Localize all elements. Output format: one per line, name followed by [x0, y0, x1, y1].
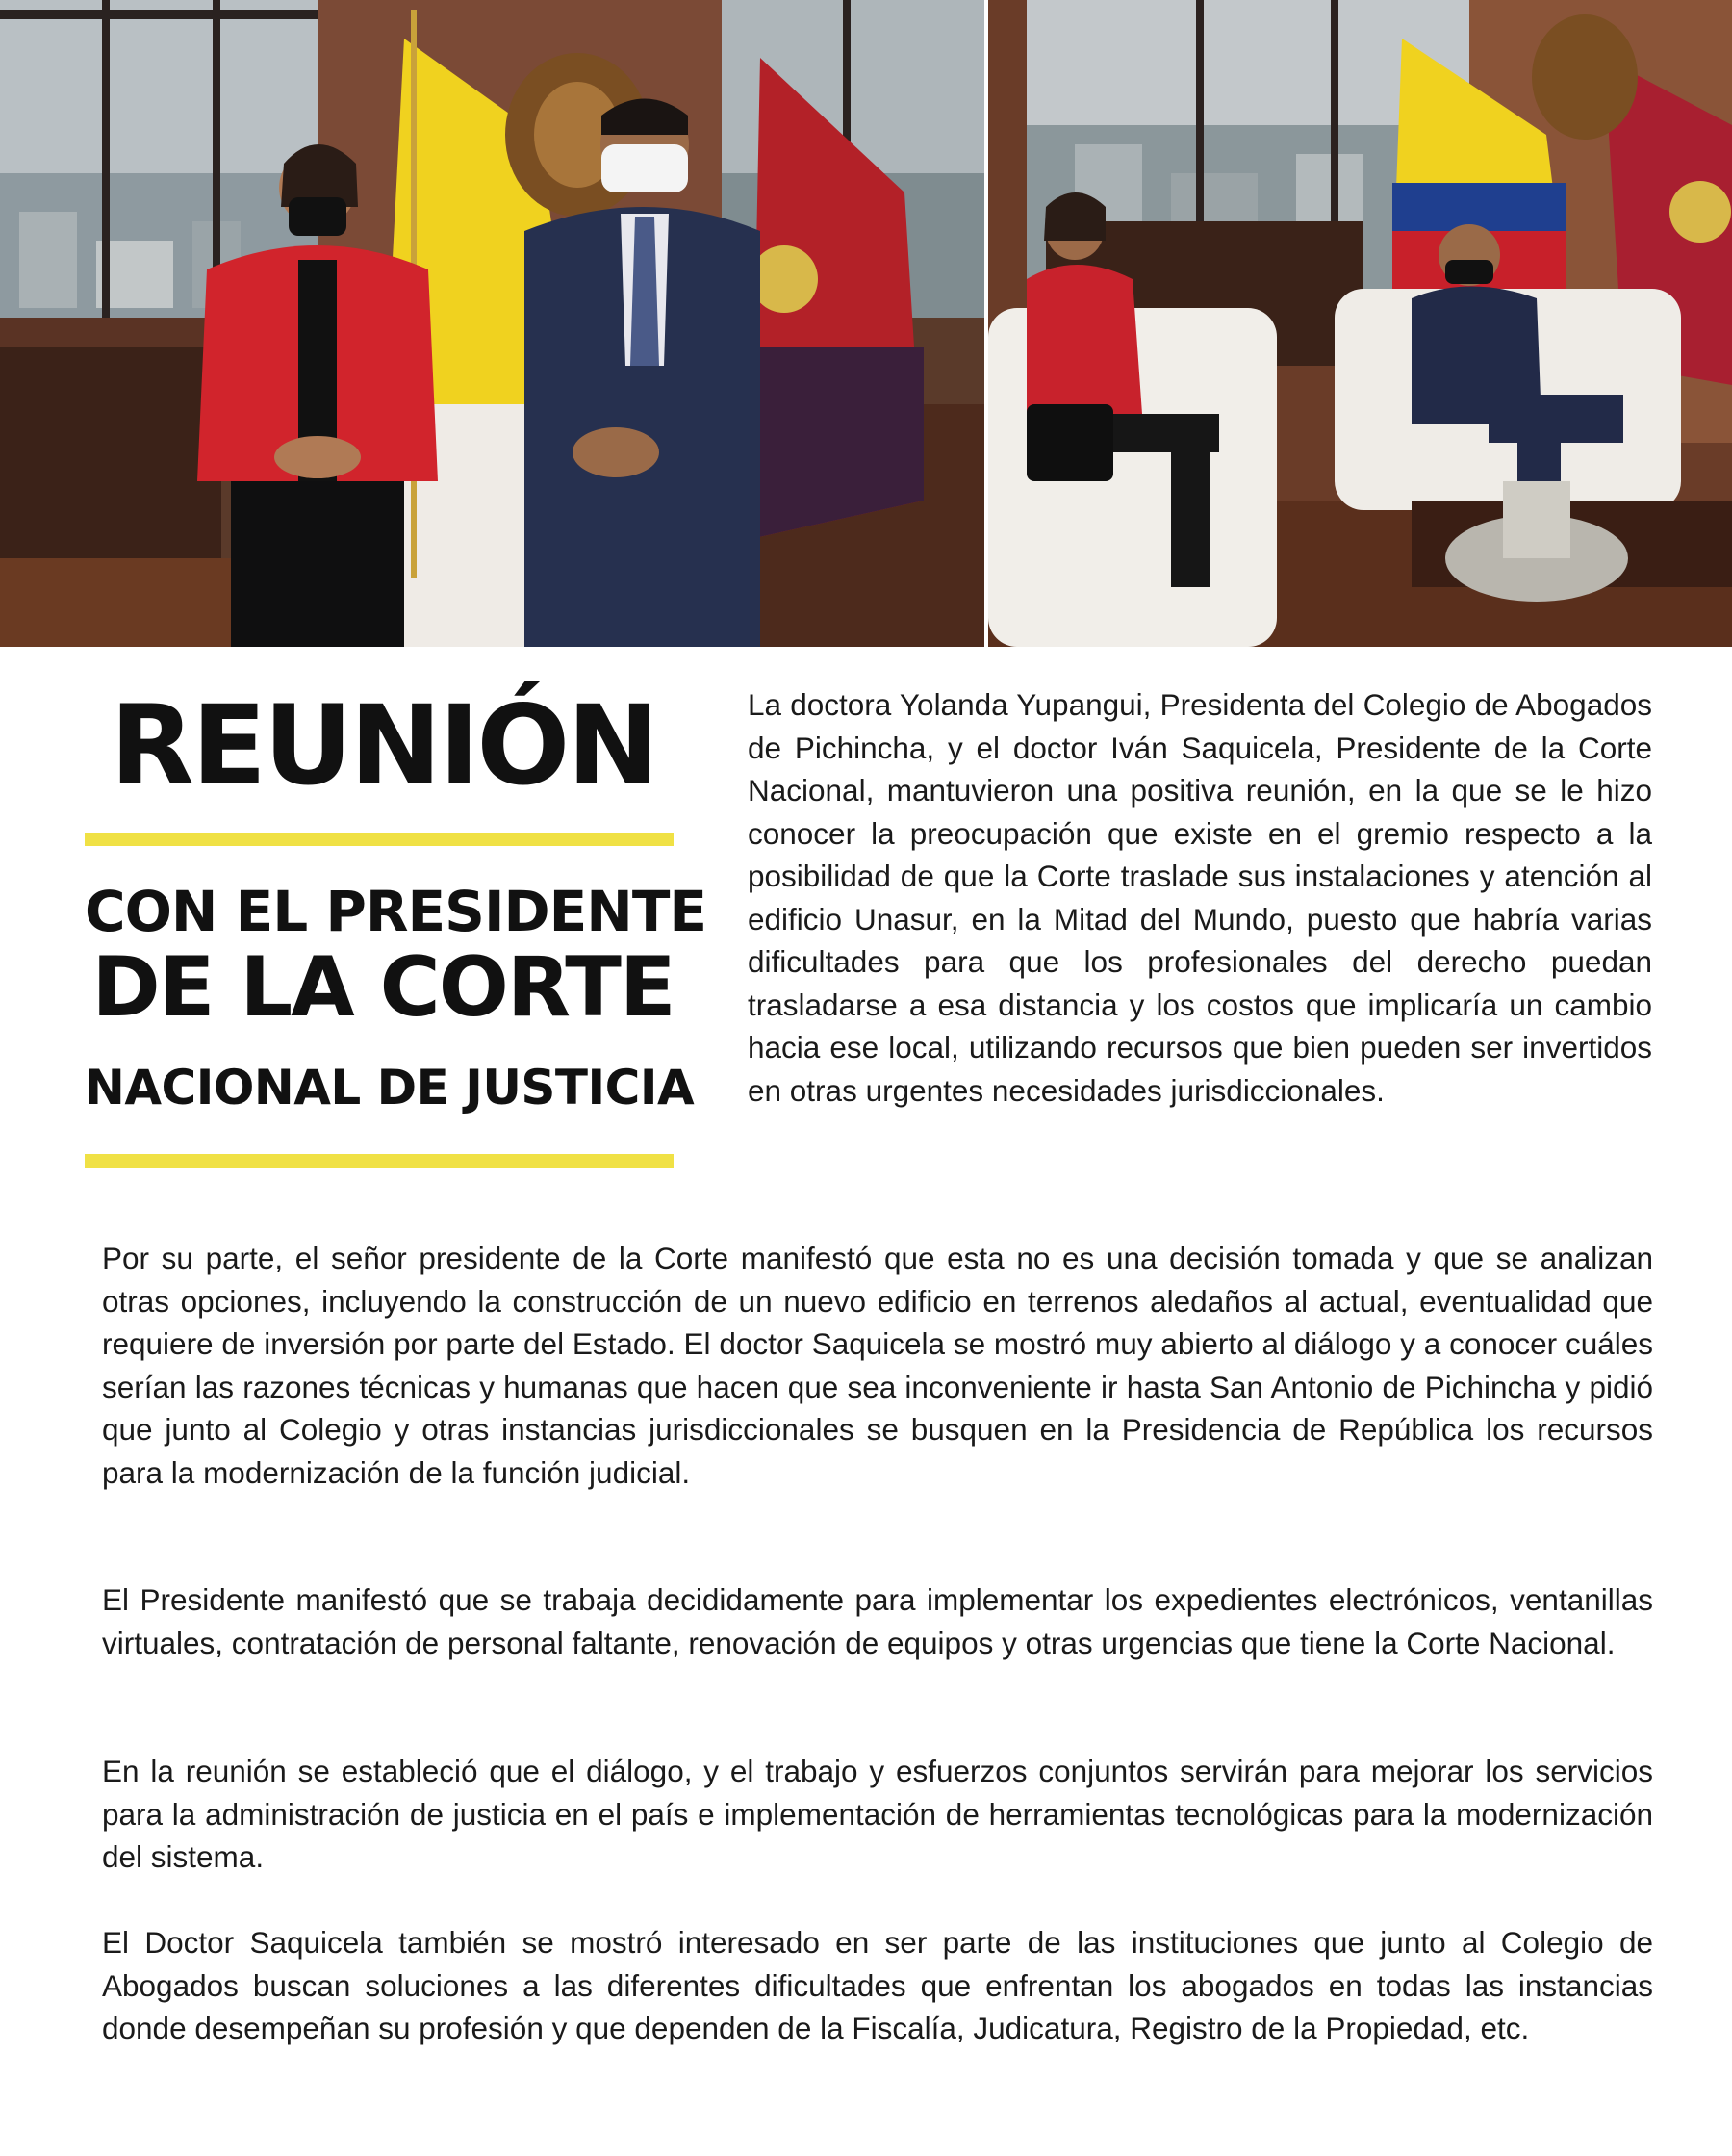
article-paragraph-1: Por su parte, el señor presidente de la Corte manifestó que esta no es una decisión tomada y que se analizan otras opciones, incluyendo la construcción de un nuevo edificio en terrenos aledaños al actual, eventualidad que requiere de inversión por parte del Estado. El doctor Saquicela se mostró muy abierto al diálogo y a conocer cuáles serían las razones técnicas y humanas que hacen que sea inconveniente ir hasta San Antonio de Pichincha y pidió que junto al Colegio y otras instancias jurisdiccionales se busquen en la Presidencia de República los recursos para la modernización de la función judicial. [102, 1241, 1653, 1490]
photo-seated-illustration [988, 0, 1732, 647]
headline-con-el-presidente: CON EL PRESIDENTE [85, 879, 707, 944]
article-paragraph-3: En la reunión se estableció que el diálogo, y el trabajo y esfuerzos conjuntos servirán para mejorar los servicios para la administración de justicia en el país e implementación de herramientas tecnológicas para la modernización del sistema. [102, 1754, 1653, 1874]
headline-de-la-corte: DE LA CORTE [91, 939, 675, 1036]
photo-meeting-standing [0, 0, 984, 647]
article-paragraph-4: El Doctor Saquicela también se mostró interesado en ser parte de las instituciones que junto al Colegio de Abogados buscan soluciones a las diferentes dificultades que enfrentan los abogados en todas las instancias donde desempeñan su profesión y que dependen de la Fiscalía, Judicatura, Registro de la Propiedad, etc. [102, 1925, 1653, 2045]
article-paragraph-2: El Presidente manifestó que se trabaja decididamente para implementar los expedientes electrónicos, ventanillas virtuales, contratación de personal faltante, renovación de equipos y otras urgencias que tiene la Corte Nacional. [102, 1582, 1653, 1660]
headline-rule-top [85, 833, 674, 846]
headline-rule-bottom [85, 1154, 674, 1168]
headline-reunion: REUNIÓN [110, 681, 656, 809]
photo-standing-illustration [0, 0, 984, 647]
article-intro-paragraph: La doctora Yolanda Yupangui, Presidenta del Colegio de Abogados de Pichincha, y el doctor Iván Saquicela, Presidente de la Corte Nacional, mantuvieron una positiva reunión, en la que se le hizo conocer la preocupación que existe en el gremio respecto a la posibilidad de que la Corte traslade sus instalaciones y atención al edificio Unasur, en la Mitad del Mundo, puesto que habría varias dificultades para que los profesionales del derecho puedan trasladarse a esa distancia y los costos que implicaría un cambio hacia ese local, utilizando recursos que bien pueden ser invertidos en otras urgentes necesidades jurisdiccionales. [748, 687, 1652, 1108]
photo-meeting-seated [988, 0, 1732, 647]
headline-nacional-de-justicia: NACIONAL DE JUSTICIA [85, 1060, 695, 1116]
